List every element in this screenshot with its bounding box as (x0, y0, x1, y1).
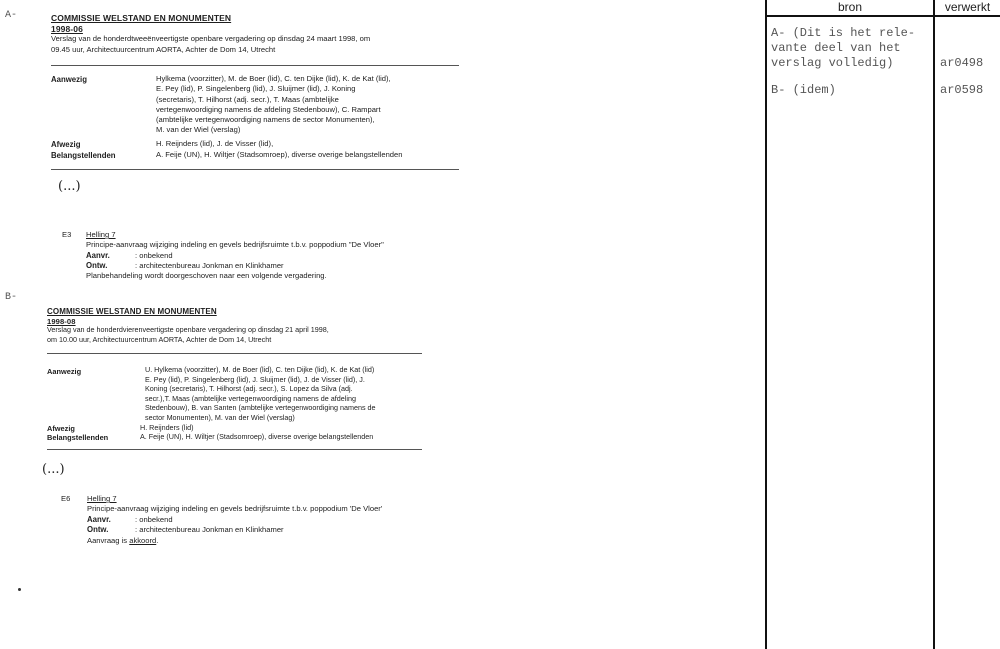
outcome-prefix-b: Aanvraag is (87, 536, 130, 545)
applicant-label-a: Aanvr. (86, 251, 110, 260)
outcome-a: Planbehandeling wordt doorgeschoven naar een volgende vergadering. (86, 271, 327, 280)
divider-a-top (51, 65, 459, 66)
column-header-verwerkt: verwerkt (944, 0, 991, 14)
stakeholders-value-b: A. Feije (UN), H. Wiltjer (Stadsomroep), diverse overige belangstellenden (140, 432, 374, 441)
report-line2-a: 09.45 uur, Architectuurcentrum AORTA, Achter de Dom 14, Utrecht (51, 45, 276, 54)
marker-b: B- (5, 292, 18, 303)
table-row-a-verwerkt: ar0498 (940, 56, 984, 70)
present-line-b: U. Hylkema (voorzitter), M. de Boer (lid), C. ten Dijke (lid), K. de Kat (lid) (145, 365, 375, 374)
divider-b-top (47, 353, 422, 354)
stakeholders-value-a: A. Feije (UN), H. Wiltjer (Stadsomroep), diverse overige belangstellenden (156, 150, 403, 159)
designer-value-a: : architectenbureau Jonkman en Klinkhamer (135, 261, 284, 270)
table-row-b-bron (771, 83, 836, 98)
item-desc-b: Principe-aanvraag wijziging indeling en gevels bedrijfsruimte t.b.v. poppodium 'De Vloer' (87, 504, 383, 513)
present-line-b: Koning (secretaris), T. Hilhorst (adj. secr.), S. Lopez da Silva (adj. (145, 384, 353, 394)
applicant-value-a: : onbekend (135, 251, 173, 260)
designer-value-b: : architectenbureau Jonkman en Klinkhamer (135, 525, 284, 534)
applicant-label-b: Aanvr. (87, 515, 111, 524)
stray-dot (18, 588, 21, 591)
item-title-a: Helling 7 (86, 230, 116, 239)
meeting-number-b: 1998-08 (47, 317, 76, 326)
stakeholders-label-b: Belangstellenden (47, 433, 109, 442)
absent-value-a: H. Reijnders (lid), J. de Visser (lid), (156, 139, 274, 148)
column-header-bron: bron (837, 0, 863, 14)
item-desc-a: Principe-aanvraag wijziging indeling en gevels bedrijfsruimte t.b.v. poppodium "De Vloer" (86, 240, 384, 249)
present-line-b: E. Pey (lid), P. Singelenberg (lid), J. Sluijmer (lid), J. de Visser (lid), J. (145, 374, 365, 384)
table-row-a-bron (771, 26, 915, 71)
absent-label-a: Afwezig (51, 140, 81, 149)
present-line-a: Hylkema (voorzitter), M. de Boer (lid), C. ten Dijke (lid), K. de Kat (lid), (156, 74, 391, 83)
present-line-b: sector Monumenten), M. van der Wiel (verslag) (145, 412, 295, 422)
item-title-b: Helling 7 (87, 494, 117, 503)
commission-title-b: COMMISSIE WELSTAND EN MONUMENTEN (47, 307, 217, 316)
report-line2-b: om 10.00 uur, Architectuurcentrum AORTA, Achter de Dom 14, Utrecht (47, 335, 272, 344)
ellipsis-b: (...) (42, 462, 65, 477)
present-list-b (145, 365, 376, 423)
commission-title-a: COMMISSIE WELSTAND EN MONUMENTEN (51, 13, 232, 23)
present-line-a: E. Pey (lid), P. Singelenberg (lid), J. Sluijmer (lid), J. Koning (156, 84, 356, 94)
bron-line: verslag volledig) (771, 56, 894, 70)
report-line1-b: Verslag van de honderdvierenveertigste openbare vergadering op dinsdag 21 april 1998, (47, 325, 329, 334)
present-line-a: (ambtelijke vertegenwoordiging namens de sector Monumenten), (156, 115, 375, 125)
absent-value-b: H. Reijnders (lid) (140, 423, 194, 432)
table-row-b-verwerkt: ar0598 (940, 83, 984, 97)
bron-line: A- (Dit is het rele- (771, 26, 916, 40)
divider-a-bottom (51, 169, 459, 170)
bron-line: vante deel van het (771, 41, 901, 55)
outcome-b (87, 536, 158, 546)
meeting-number-a: 1998-06 (51, 24, 83, 34)
table-border-left (765, 0, 767, 649)
ellipsis-a: (...) (58, 179, 81, 194)
marker-a: A- (5, 10, 18, 21)
report-line1-a: Verslag van de honderdtweeënveertigste openbare vergadering op dinsdag 24 maart 1998, om (51, 34, 371, 43)
absent-label-b: Afwezig (47, 424, 75, 433)
present-line-a: M. van der Wiel (verslag) (156, 125, 241, 135)
bron-line: B- (idem) (771, 83, 836, 97)
applicant-value-b: : onbekend (135, 515, 173, 524)
designer-label-a: Ontw. (86, 261, 108, 270)
item-code-b: E6 (61, 494, 71, 503)
present-list-a (156, 74, 391, 136)
designer-label-b: Ontw. (87, 525, 109, 534)
outcome-word-b: akkoord (129, 536, 157, 545)
present-label-a: Aanwezig (51, 75, 87, 84)
present-line-b: Stedenbouw), B. van Santen (ambtelijke vertegenwoordiging namens de (145, 403, 376, 413)
table-column-divider (933, 0, 935, 649)
divider-b-bottom (47, 449, 422, 450)
item-code-a: E3 (62, 230, 72, 239)
present-line-a: vertegenwoordiging namens de afdeling Stedenbouw), C. Rampart (156, 104, 381, 114)
present-label-b: Aanwezig (47, 367, 82, 376)
stakeholders-label-a: Belangstellenden (51, 151, 116, 160)
present-line-b: secr.),T. Maas (ambtelijke vertegenwoordiging namens de afdeling (145, 393, 356, 403)
outcome-suffix-b: . (156, 536, 159, 545)
present-line-a: (secretaris), T. Hilhorst (adj. secr.), T. Maas (ambtelijke (156, 94, 339, 104)
table-header-rule (765, 15, 1000, 17)
